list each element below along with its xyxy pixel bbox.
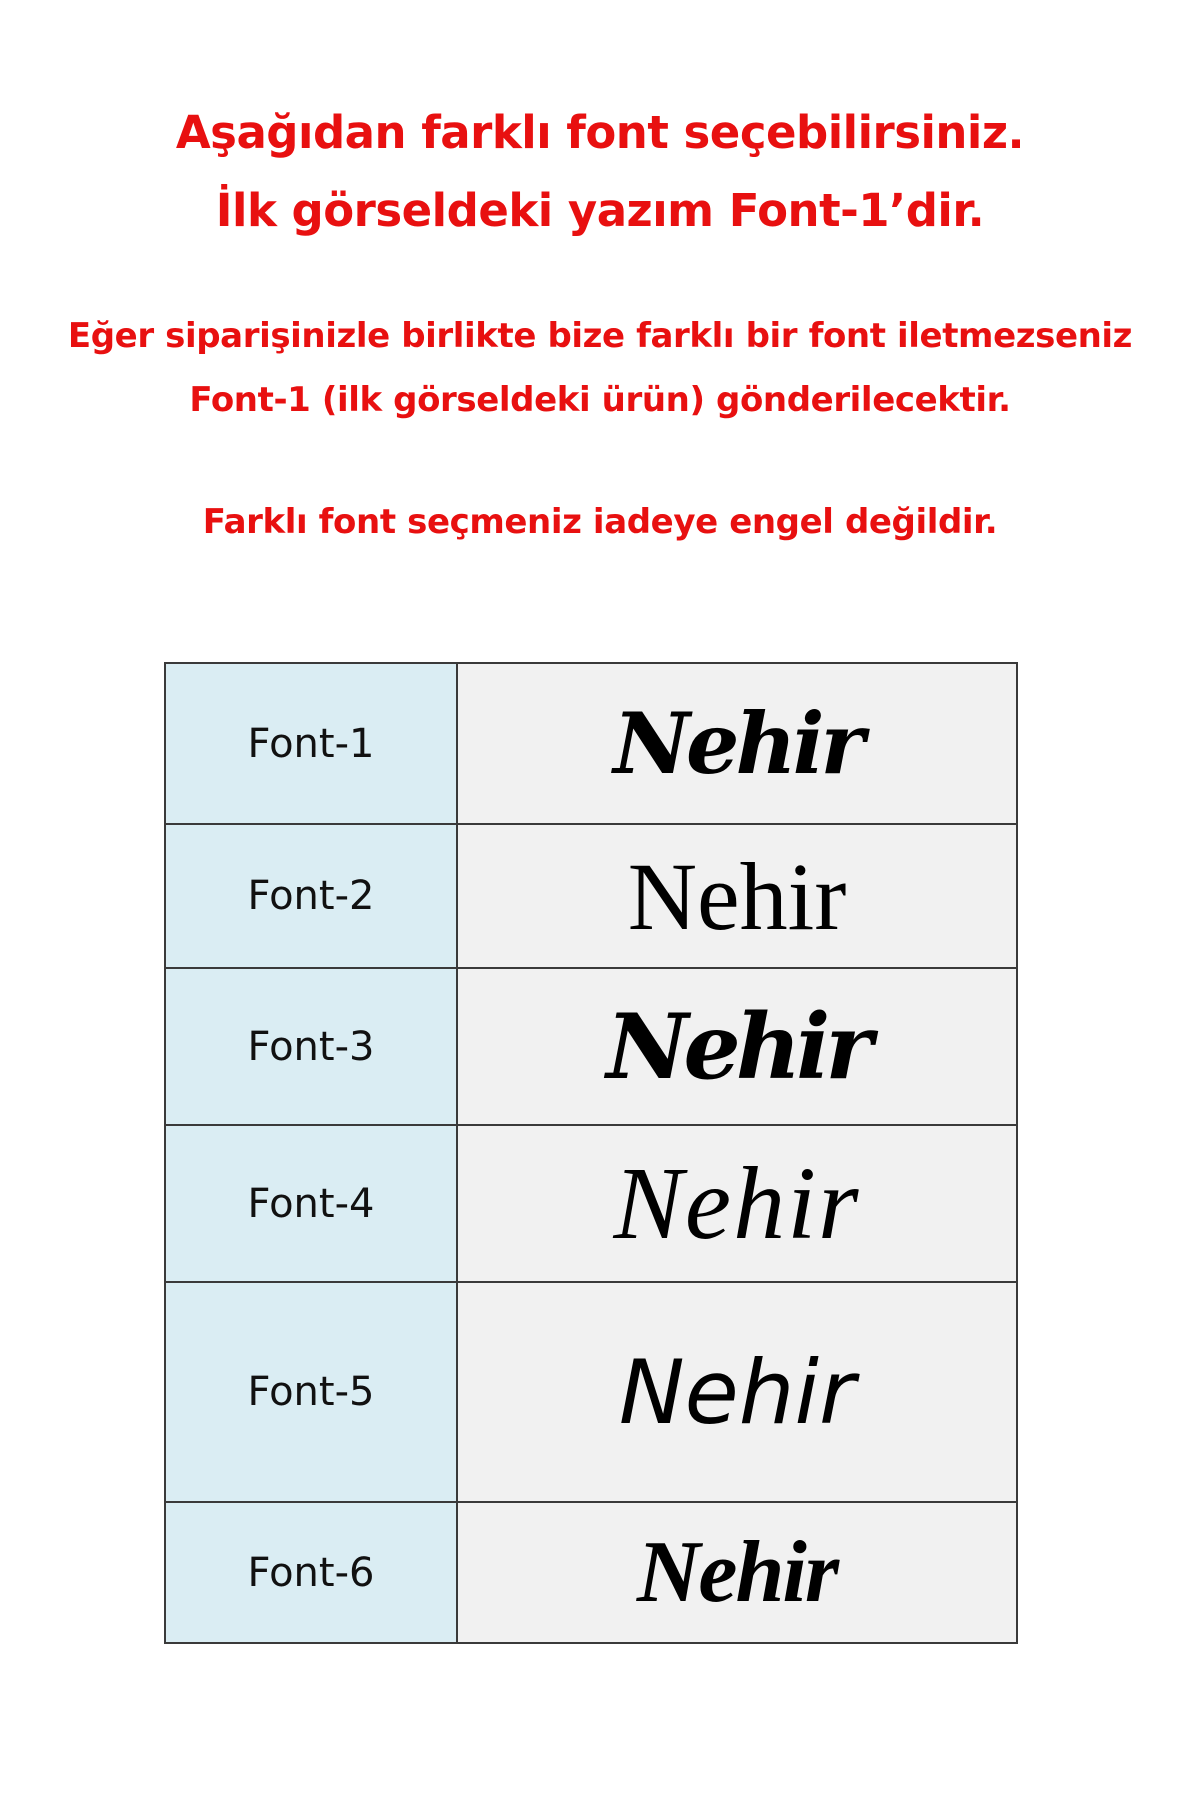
font-sample: Nehir	[458, 664, 1016, 823]
font-sample: Nehir	[458, 969, 1016, 1124]
notice-line-2: Font-1 (ilk görseldeki ürün) gönderilecektir.	[189, 380, 1011, 420]
font-options-table	[164, 662, 1018, 1644]
font-label: Font-1	[166, 664, 458, 823]
font-row-2[interactable]	[166, 825, 1016, 969]
heading-line-2: İlk görseldeki yazım Font-1’dir.	[215, 184, 985, 237]
font-sample: Nehir	[458, 1283, 1016, 1501]
font-row-5[interactable]	[166, 1283, 1016, 1503]
font-label: Font-2	[166, 825, 458, 967]
font-sample: Nehir	[458, 1126, 1016, 1281]
font-row-3[interactable]	[166, 969, 1016, 1126]
notice-line-1: Eğer siparişinizle birlikte bize farklı bir font iletmezseniz	[67, 316, 1133, 356]
font-label: Font-4	[166, 1126, 458, 1281]
font-row-6[interactable]	[166, 1503, 1016, 1642]
font-label: Font-3	[166, 969, 458, 1124]
font-row-4[interactable]	[166, 1126, 1016, 1283]
font-label: Font-5	[166, 1283, 458, 1501]
font-sample: Nehir	[458, 1503, 1016, 1642]
font-label: Font-6	[166, 1503, 458, 1642]
font-row-1[interactable]	[166, 664, 1016, 825]
return-notice: Farklı font seçmeniz iadeye engel değildir.	[202, 502, 998, 542]
heading-line-1: Aşağıdan farklı font seçebilirsiniz.	[175, 106, 1025, 159]
font-sample: Nehir	[458, 825, 1016, 967]
